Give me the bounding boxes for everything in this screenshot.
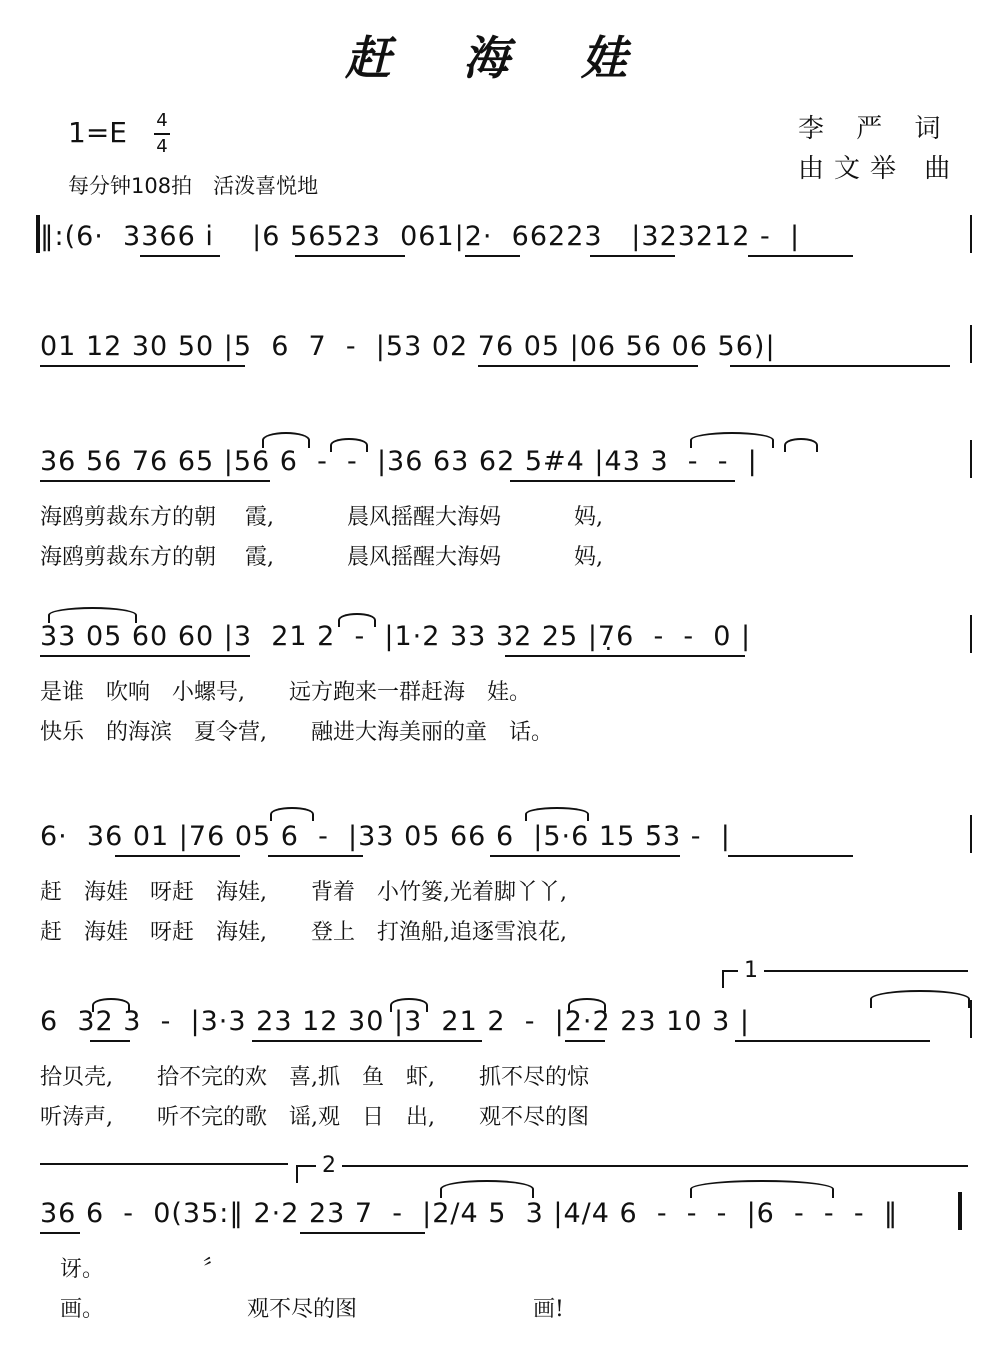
underline-beam — [90, 1040, 130, 1042]
final-barline — [958, 1192, 962, 1230]
underline-beam — [40, 655, 250, 657]
lyrics-verse-1: 讶。 〞 — [60, 1257, 226, 1282]
underline-beam — [478, 365, 698, 367]
slur — [568, 998, 606, 1012]
underline-beam — [590, 255, 675, 257]
volta-first-continuation — [40, 1163, 288, 1165]
barline — [970, 815, 972, 853]
time-signature-bottom: 4 — [156, 136, 168, 157]
underline-beam — [252, 1040, 482, 1042]
barline — [970, 615, 972, 653]
underline-beam — [748, 255, 853, 257]
notation-line: 36 56 76 65 |56 6 - - |36 63 62 5#4 |43 3 - - | — [40, 446, 758, 477]
volta-second-label: 2 — [316, 1153, 342, 1178]
lyricist-credit: 李 严 词 — [798, 114, 953, 144]
notation-line: 01 12 30 50 |5 6 7 - |53 02 76 05 |06 56 06 56)| — [40, 331, 776, 362]
notation-line: 33 05 60 60 |3 21 2 - |1·2 33 32 25 |7̣6 - - 0 | — [40, 621, 752, 652]
slur — [48, 607, 137, 623]
underline-beam — [465, 255, 520, 257]
volta-first-label: 1 — [738, 958, 764, 983]
slur — [784, 438, 818, 452]
key-signature: 1=E — [68, 116, 127, 149]
notation-line: 36 6 - 0(35:‖ 2·2 23 7 - |2/4 5 3 |4/4 6 - - - |6 - - - ‖ — [40, 1198, 899, 1229]
lyrics-verse-2: 海鸥剪裁东方的朝 霞, 晨风摇醒大海妈 妈, — [40, 545, 603, 570]
underline-beam — [728, 855, 853, 857]
tempo-marking: 每分钟108拍 活泼喜悦地 — [68, 174, 319, 198]
composer-credit: 由文举 曲 — [798, 154, 961, 184]
underline-beam — [505, 655, 745, 657]
underline-beam — [300, 1232, 425, 1234]
slur — [92, 998, 130, 1012]
slur — [390, 998, 428, 1012]
slur — [270, 807, 314, 821]
underline-beam — [115, 855, 240, 857]
underline-beam — [730, 365, 950, 367]
song-title: 赶 海 娃 — [344, 31, 656, 85]
lyrics-verse-2: 听涛声, 听不完的歌 谣,观 日 出, 观不尽的图 — [40, 1105, 589, 1130]
volta-first-hook — [722, 970, 724, 988]
barline — [970, 440, 972, 478]
underline-beam — [565, 1040, 605, 1042]
underline-beam — [735, 1040, 930, 1042]
underline-beam — [268, 855, 363, 857]
volta-second-hook — [296, 1165, 298, 1183]
time-signature-top: 4 — [156, 110, 168, 131]
slur — [525, 807, 589, 821]
lyrics-verse-1: 海鸥剪裁东方的朝 霞, 晨风摇醒大海妈 妈, — [40, 505, 603, 530]
tie — [690, 1180, 834, 1198]
barline — [970, 1000, 972, 1038]
underline-beam — [510, 480, 735, 482]
slur — [690, 432, 774, 448]
notation-line: ‖:(6· 3366 i |6 56523 061|2· 66223 |323212 - | — [40, 221, 801, 252]
barline — [970, 215, 972, 253]
slur — [262, 432, 310, 448]
underline-beam — [40, 365, 245, 367]
tie — [440, 1180, 534, 1198]
volta-second-bracket — [296, 1165, 968, 1167]
lyrics-verse-1: 拾贝壳, 拾不完的欢 喜,抓 鱼 虾, 抓不尽的惊 — [40, 1065, 589, 1090]
repeat-barline — [36, 215, 40, 253]
slur — [870, 990, 970, 1008]
underline-beam — [40, 480, 270, 482]
underline-beam — [295, 255, 405, 257]
underline-beam — [490, 855, 680, 857]
lyrics-verse-1: 赶 海娃 呀赶 海娃, 背着 小竹篓,光着脚丫丫, — [40, 880, 567, 905]
barline — [970, 325, 972, 363]
notation-line: 6· 36 01 |76 05 6 - |33 05 66 6 |5·6 15 5̄3 - | — [40, 821, 731, 852]
underline-beam — [140, 255, 220, 257]
time-signature — [152, 110, 172, 158]
slur — [330, 438, 368, 452]
lyrics-verse-2: 赶 海娃 呀赶 海娃, 登上 打渔船,追逐雪浪花, — [40, 920, 567, 945]
underline-beam — [40, 1232, 80, 1234]
time-signature-rule — [154, 133, 170, 135]
lyrics-verse-2: 画。 观不尽的图 画! — [60, 1297, 564, 1322]
lyrics-verse-2: 快乐 的海滨 夏令营, 融进大海美丽的童 话。 — [40, 720, 553, 745]
slur — [338, 613, 376, 627]
notation-line: 6 32 3 - |3·3 23 12 30 |3 21 2 - |2·2 23 10 3 | — [40, 1006, 750, 1037]
lyrics-verse-1: 是谁 吹响 小螺号, 远方跑来一群赶海 娃。 — [40, 680, 531, 705]
